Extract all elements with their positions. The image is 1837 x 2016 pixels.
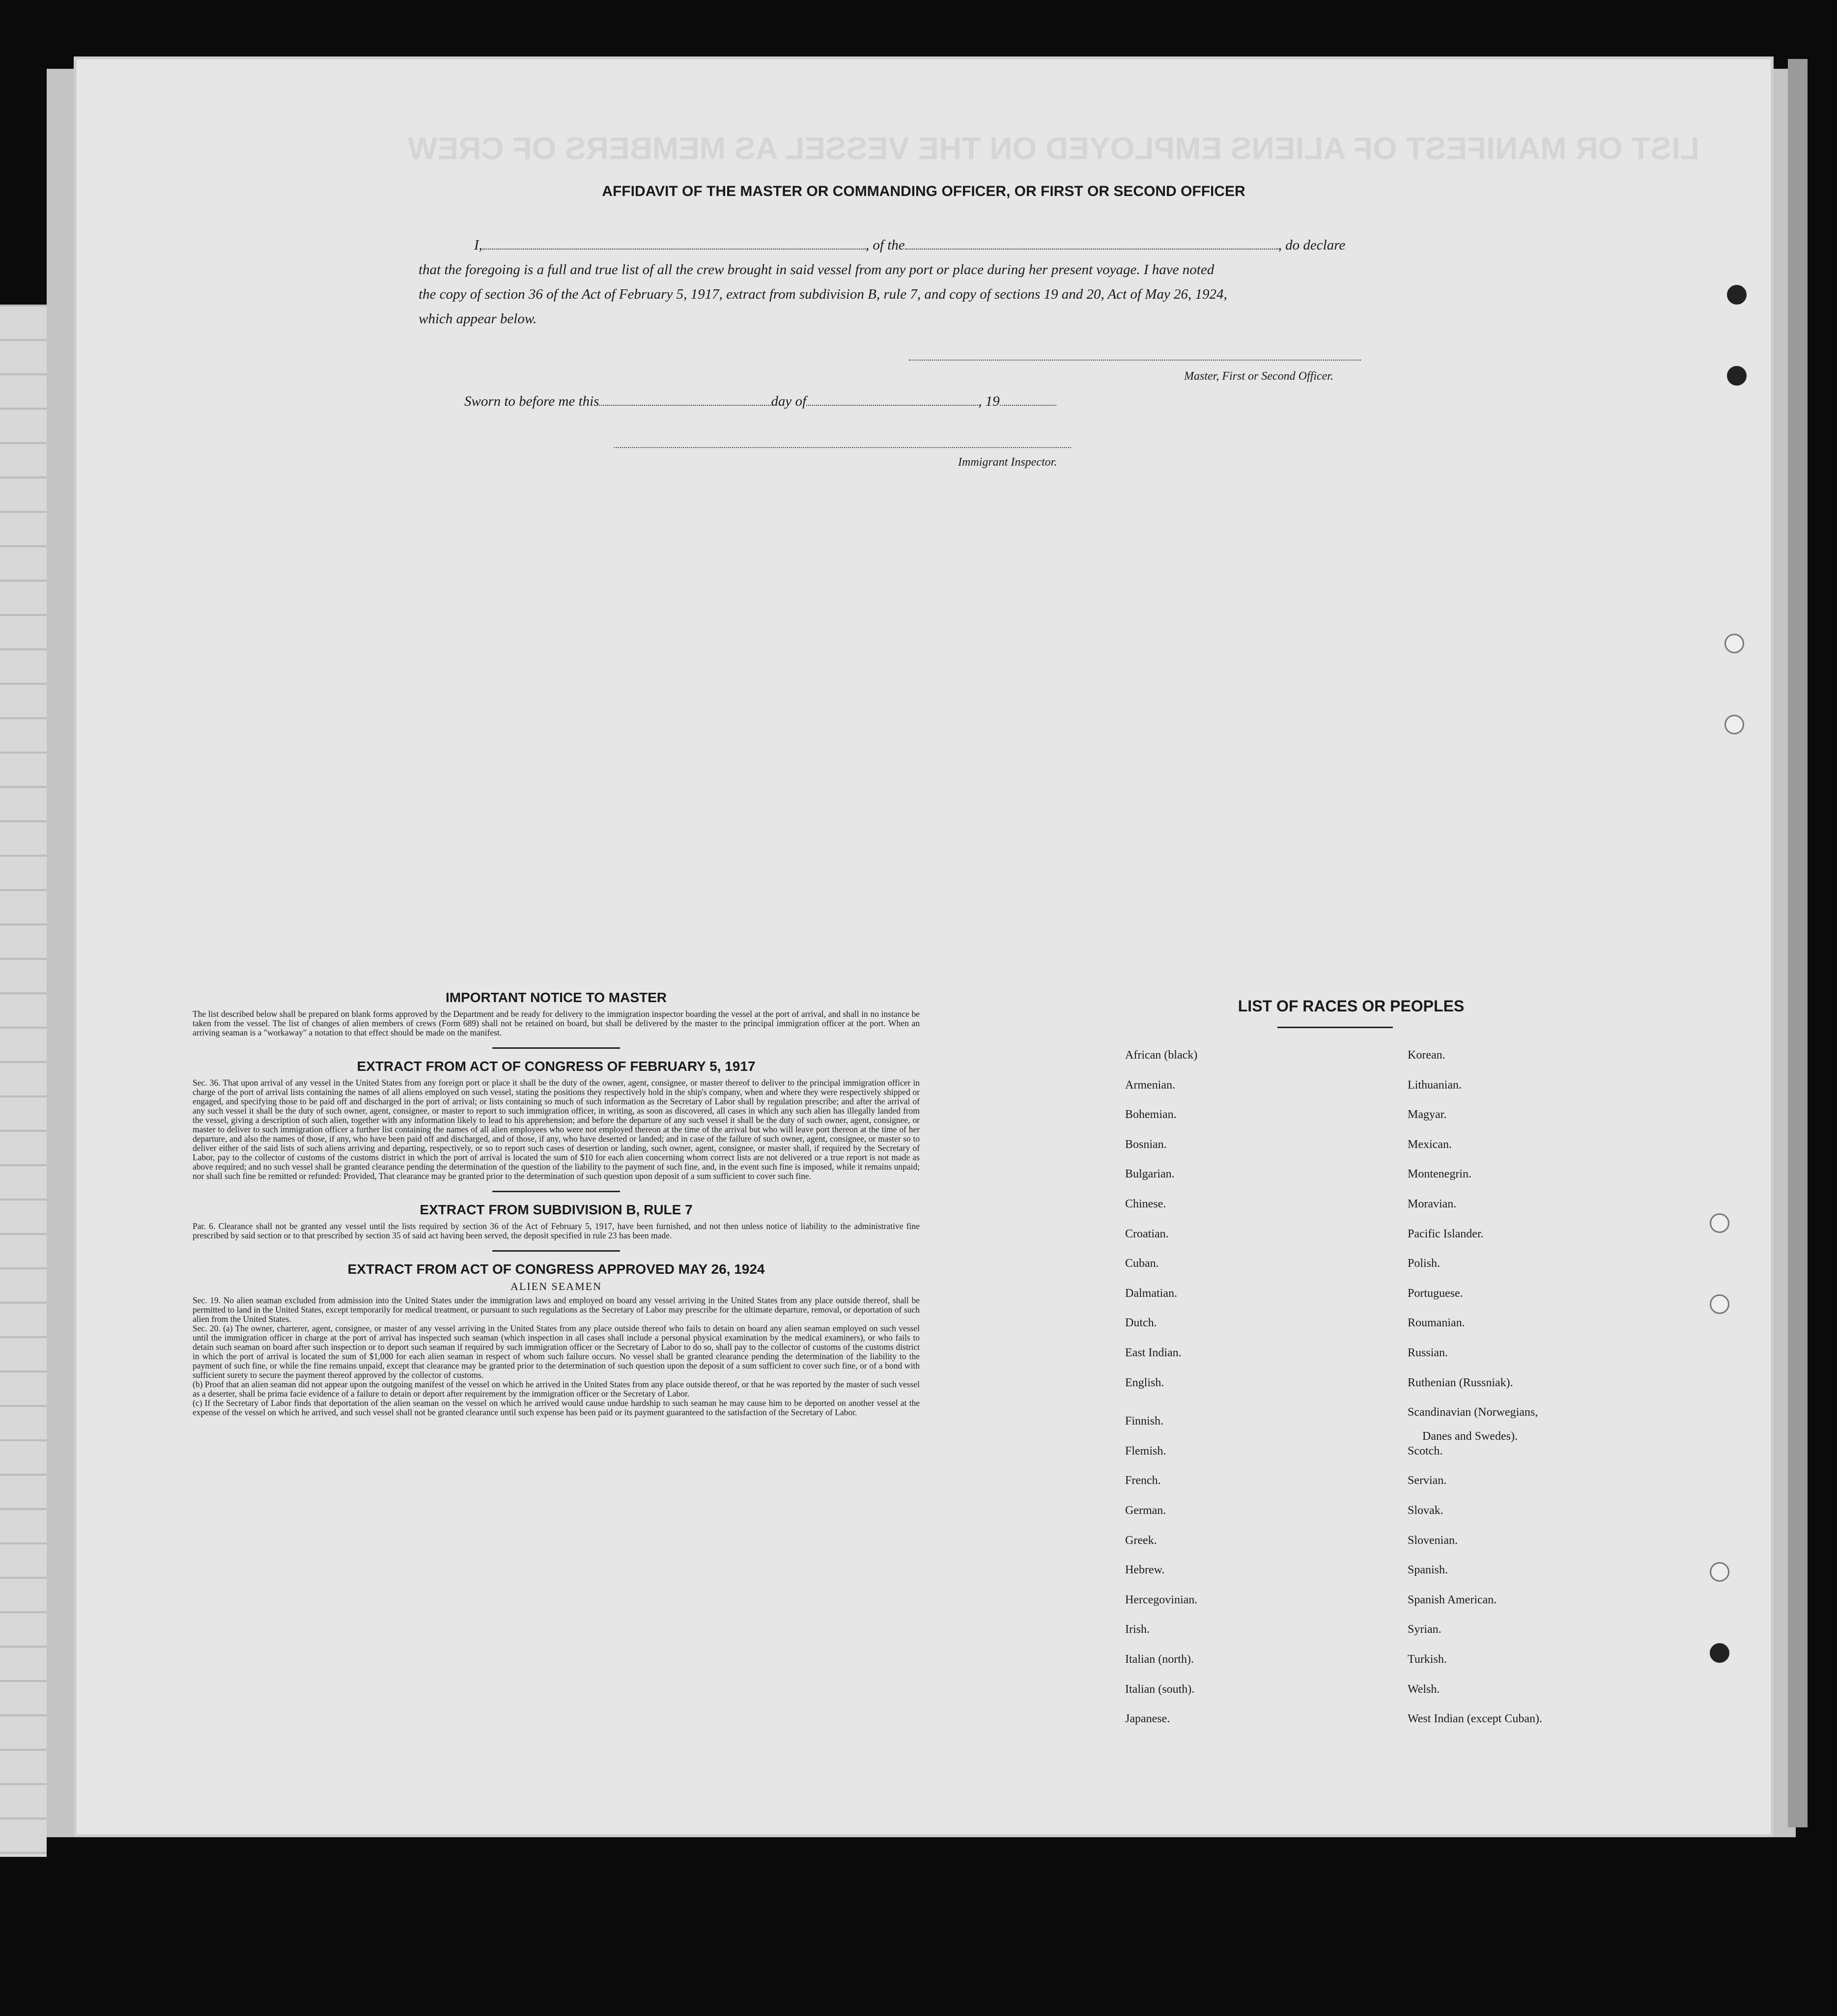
sworn-day-of: day of [771,393,807,409]
race-item: Danes and Swedes). [1422,1429,1518,1443]
page-edge [1788,59,1808,1827]
affidavit-line-3: the copy of section 36 of the Act of February 5, 1917, extract from subdivision B, rule 7, and copy of sections 19 and 20, Act of May 26, 1924, [419,286,1227,302]
punch-hole [1724,715,1744,734]
punch-hole [1727,285,1747,305]
race-item: Magyar. [1408,1108,1447,1121]
race-item: Croatian. [1125,1227,1169,1240]
race-item: Cuban. [1125,1257,1159,1270]
race-item: Hercegovinian. [1125,1593,1198,1606]
extract-rule7-title: EXTRACT FROM SUBDIVISION B, RULE 7 [420,1202,693,1217]
race-item: Korean. [1408,1049,1445,1062]
document-page [74,56,1774,1837]
race-item: Pacific Islander. [1408,1227,1484,1240]
bleed-through-text: LIST OR MANIFEST OF ALIENS EMPLOYED ON THE VESSEL AS MEMBERS OF CREW [408,131,1699,166]
extract-1924-sec20c: (c) If the Secretary of Labor finds that deportation of the alien seaman on the vessel on which he arrived would cause undue hardship to such seaman he may cause him to be deported on another vessel at the expense of the vessel on which he arrived, and such vessel shall not be granted clearance until such expense has been paid or its payment guaranteed to the satisfaction of the Secretary of Labor. [193,1398,920,1417]
race-item: Slovenian. [1408,1534,1458,1547]
master-signature-line [909,360,1361,361]
affidavit-title: AFFIDAVIT OF THE MASTER OR COMMANDING OFFICER, OR FIRST OR SECOND OFFICER [602,183,1245,199]
sworn-day-field [599,405,771,406]
sworn-month-field [806,405,978,406]
race-item: Hebrew. [1125,1564,1165,1577]
affidavit-declare: , do declare [1278,237,1346,253]
race-item: Welsh. [1408,1682,1440,1696]
punch-hole [1724,634,1744,653]
race-item: English. [1125,1376,1164,1389]
punch-hole [1710,1213,1729,1233]
race-item: Montenegrin. [1408,1168,1471,1181]
race-item: Dutch. [1125,1316,1157,1330]
sworn-text: Sworn to before me this [464,393,599,409]
race-item: Scotch. [1408,1444,1443,1457]
divider [492,1047,620,1049]
race-item: Scandinavian (Norwegians, [1408,1406,1538,1419]
race-item: Moravian. [1408,1198,1457,1210]
notice-title: IMPORTANT NOTICE TO MASTER [445,990,667,1005]
race-item: East Indian. [1125,1346,1182,1359]
race-item: Spanish. [1408,1564,1448,1577]
race-item: Greek. [1125,1534,1157,1547]
race-item: Syrian. [1408,1623,1441,1636]
race-item: African (black) [1125,1049,1198,1062]
punch-hole [1710,1562,1729,1582]
punch-hole [1727,366,1747,386]
race-item: Turkish. [1408,1653,1447,1666]
race-item: Italian (south). [1125,1682,1195,1696]
race-item: Polish. [1408,1257,1441,1270]
race-item: Bohemian. [1125,1108,1177,1121]
sworn-line [464,390,1056,413]
divider [492,1191,620,1192]
vessel-name-field [905,249,1278,250]
races-title: LIST OF RACES OR PEOPLES [1238,997,1465,1015]
sworn-year: , 19 [978,393,1000,409]
master-caption: Master, First or Second Officer. [1184,370,1333,383]
ruled-paper-edge [0,305,47,1857]
extract-1924-subtitle: ALIEN SEAMEN [510,1280,602,1292]
race-item: Bulgarian. [1125,1168,1175,1181]
race-item: Italian (north). [1125,1653,1194,1666]
notice-body: The list described below shall be prepared on blank forms approved by the Department and be ready for delivery to the immigration inspector boarding the vessel at the port of arrival, and shall in no instance be taken from the vessel. The list of changes of alien members of crews (Form 689) shall not be retained on board, but shall be delivered by the master to the principal immigration officer at the port. When an arriving seaman is a "workaway" a notation to that effect should be made on the manifest. [193,1009,920,1037]
race-item: Spanish American. [1408,1593,1497,1606]
race-item: Finnish. [1125,1415,1164,1428]
race-item: Chinese. [1125,1198,1166,1210]
race-item: West Indian (except Cuban). [1408,1712,1542,1726]
notices-column [193,990,920,1417]
affidavit-line-1 [474,233,1447,257]
affidavit-line-2: that the foregoing is a full and true list of all the crew brought in said vessel from any port or place during her present voyage. I have noted [419,262,1215,278]
master-name-field [482,249,866,250]
race-item: Portuguese. [1408,1287,1463,1300]
race-item: Slovak. [1408,1504,1443,1517]
race-item: Russian. [1408,1346,1448,1359]
race-item: Japanese. [1125,1712,1170,1726]
affidavit-i: I, [474,237,482,253]
inspector-caption: Immigrant Inspector. [958,456,1057,469]
extract-1917-title: EXTRACT FROM ACT OF CONGRESS OF FEBRUARY 5, 1917 [357,1059,756,1074]
race-item: Mexican. [1408,1138,1452,1151]
sworn-year-field [1000,405,1056,406]
extract-1924-title: EXTRACT FROM ACT OF CONGRESS APPROVED MAY 26, 1924 [347,1261,765,1277]
extract-rule7-body: Par. 6. Clearance shall not be granted any vessel until the lists required by section 36 of the Act of February 5, 1917, have been furnished, and not then unless notice of liability to the administrative fine prescribed by said section or to that prescribed by section 35 of said act having been served, the deposit specified in rule 23 has been made. [193,1221,920,1240]
race-item: German. [1125,1504,1166,1517]
race-item: Irish. [1125,1623,1150,1636]
race-item: Lithuanian. [1408,1078,1462,1092]
divider [492,1250,620,1252]
punch-hole [1710,1294,1729,1314]
race-item: Servian. [1408,1474,1447,1487]
race-item: Roumanian. [1408,1316,1465,1330]
affidavit-line-4: which appear below. [419,311,537,327]
inspector-signature-line [614,447,1071,448]
race-item: Flemish. [1125,1444,1166,1457]
race-item: Armenian. [1125,1078,1175,1092]
race-item: Bosnian. [1125,1138,1167,1151]
extract-1924-sec20a: Sec. 20. (a) The owner, charterer, agent, consignee, or master of any vessel arriving in the United States from any place outside thereof who fails to detain on board any alien seaman employed on such vessel until the immigration officer in charge at the port of arrival has inspected such seaman (which inspection in all cases shall include a personal physical examination by the medical examiners), or who fails to detain such seaman on board after such inspection or to deport such seaman if required by such immigration officer or the Secretary of Labor to do so, shall pay to the collector of customs of the customs district in which the port of arrival is located the sum of $1,000 for each alien seaman in respect of whom such failure occurs. No vessel shall be granted clearance pending the determination of the liability to the payment of such fine, or while the fine remains unpaid, except that clearance may be granted prior to the determination of such question upon the deposit of a sum sufficient to cover such fine, or of a bond with sufficient surety to secure the payment thereof approved by the collector of customs. [193,1323,920,1380]
extract-1924-sec19: Sec. 19. No alien seaman excluded from admission into the United States under the immigration laws and employed on board any vessel arriving in the United States from any place outside thereof, shall be permitted to land in the United States, except temporarily for medical treatment, or pursuant to such regulations as the Secretary of Labor may prescribe for the ultimate departure, removal, or deportation of such alien from the United States. [193,1295,920,1324]
extract-1924-sec20b: (b) Proof that an alien seaman did not appear upon the outgoing manifest of the vessel on which he arrived in the United States from any place outside thereof, or that he was reported by the master of such vessel as a deserter, shall be prima facie evidence of a failure to detain or deport after requirement by the immigration officer or the Secretary of Labor. [193,1379,920,1399]
race-item: Dalmatian. [1125,1287,1177,1300]
punch-hole [1710,1643,1729,1663]
extract-1917-body: Sec. 36. That upon arrival of any vessel in the United States from any foreign port or place it shall be the duty of the owner, agent, consignee, or master thereof to deliver to the principal immigration officer in charge of the port of arrival lists containing the names of all aliens employed on such vessel, stating the positions they respectively hold in the ship's company, when and where they were respectively shipped or engaged, and specifying those to be paid off and discharged in the port of arrival; or lists containing so much of such information as the Secretary of Labor shall by regulation prescribe; and after the arrival of any such vessel it shall be the duty of such owner, agent, consignee, or master to report to such immigration officer, in writing, as soon as discovered, all cases in which any such alien has illegally landed from the vessel, giving a description of such alien, together with any information likely to lead to his apprehension; and before the departure of any such vessel it shall be the duty of such owner, agent, consignee, or master to deliver to such immigration officer a further list containing the names of all alien employees who were not employed thereon at the time of the arrival but who will leave port thereon at the time of her departure, and also the names of those, if any, who have been paid off and discharged, and of those, if any, who have deserted or landed; and in case of the failure of such owner, agent, consignee, or master so to deliver either of the said lists of such aliens arriving and departing, respectively, or so to report such cases of desertion or landing, such owner, agent, consignee, or master shall, if required by the Secretary of Labor, pay to the collector of customs of the customs district in which the port of arrival is located the sum of $10 for each alien concerning whom correct lists are not delivered or a true report is not made as above required; and no such vessel shall be granted clearance pending the determination of the question of the liability to the payment of such fine, and, in the event such fine is imposed, while it remains unpaid; nor shall such fine be remitted or refunded: Provided, That clearance may be granted prior to the determination of such question upon deposit of a sum sufficient to cover such fine. [193,1078,920,1181]
races-title-rule [1277,1027,1393,1028]
race-item: Ruthenian (Russniak). [1408,1376,1513,1389]
affidavit-of-the: , of the [865,237,905,253]
race-item: French. [1125,1474,1161,1487]
